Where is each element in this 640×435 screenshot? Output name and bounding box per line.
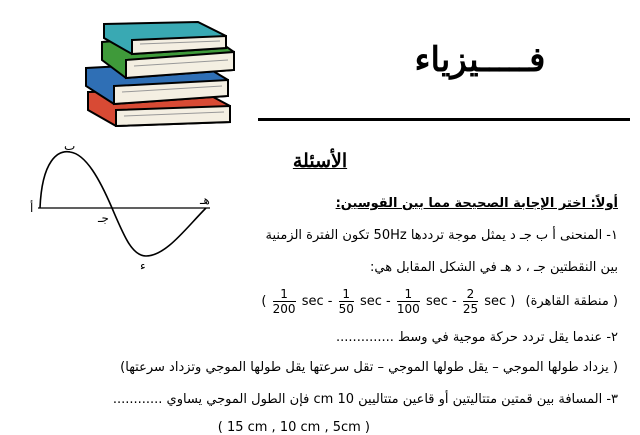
question-3-options: ( 15 cm , 10 cm , 5cm ): [217, 420, 370, 435]
subject-title: فـــــيزياء: [414, 40, 546, 80]
title-underline: [258, 118, 630, 121]
label-d: ء: [140, 259, 146, 273]
question-1-line-1: ١- المنحنى أ ب جـ د يمثل موجة ترددها 50Hz تكون الفترة الزمنية: [265, 228, 618, 243]
books-stack-icon: [80, 20, 240, 130]
label-c: جـ: [98, 211, 109, 225]
label-h: هـ: [200, 193, 210, 207]
option-b-fraction: $\frac{1}{50}$: [338, 287, 354, 316]
option-d-fraction: $\frac{2}{25}$: [462, 287, 479, 316]
wave-curve: [40, 152, 206, 256]
question-2-line-1: ٢- عندما يقل تردد حركة موجية في وسط ..............: [336, 330, 618, 345]
option-c-fraction: $\frac{1}{100}$: [396, 287, 420, 316]
section-title: الأسئلة: [292, 150, 348, 172]
option-a-fraction: $\frac{1}{200}$: [272, 287, 296, 316]
question-1-source: ( منطقة القاهرة): [525, 294, 618, 309]
wave-figure: [28, 140, 218, 275]
question-3-line-1: ٣- المسافة بين قمتين متتاليتين أو قاعين متتاليين 10 cm فإن الطول الموجي يساوي ............: [112, 392, 618, 407]
question-1-line-2: بين النقطتين جـ ، د هـ في الشكل المقابل هي:: [369, 260, 618, 275]
question-1-options: [261, 288, 618, 315]
label-b: ب: [64, 140, 76, 153]
question-2-options: ( يزداد طولها الموجي – يقل طولها الموجي – تقل سرعتها يقل طولها الموجي وتزداد سرعتها): [120, 360, 618, 375]
part-one-heading: أولاً: اختر الإجابة الصحيحة مما بين القوسين:: [335, 196, 618, 211]
label-a: أ: [30, 201, 34, 215]
fraction-options: ( $\frac{1}{200}$ sec - $\frac{1}{50}$ sec - $\frac{1}{100}$ sec - $\frac{2}{25}$ sec ): [261, 287, 516, 316]
